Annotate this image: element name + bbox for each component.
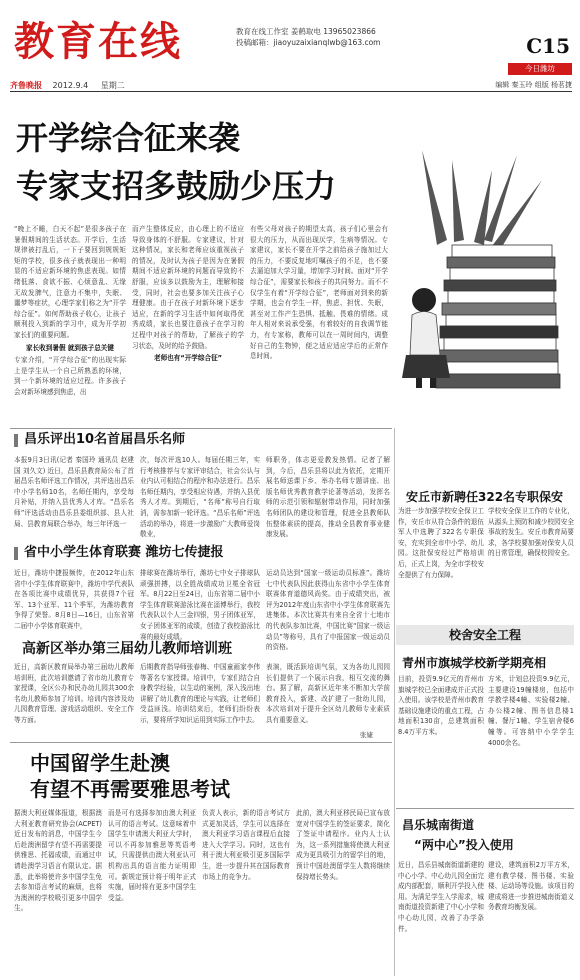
teachers-col-3 [266, 455, 390, 542]
headline-bar [14, 547, 18, 560]
email-line: 投稿邮箱：jiaoyuzaixianqlwb@163.com [236, 38, 381, 47]
study-text-3: 负责人表示，新的语言考试方式更加灵活，学生可以选择在澳大利亚学习语言课程后直接进入大学学习。同时，这也有利于澳大利亚吸引更多国际学生，进一步提升其在国际教育市场上的竞争力。 [202, 809, 290, 881]
hiring-title: 安丘市新聘任322名专职保安 [406, 490, 564, 504]
study-text-2: 而是可有选择参加由澳大利亚认可的语言考试。这意味着中国学生申请澳大利亚大学时，可以不再参加雅思等英语考试，只需提供由澳大利亚认可机构出具的语言能力证明即可。新规定预计将于明年正式实施，届时将有更多中国学生受益。 [108, 809, 196, 902]
qingzhou-col-1 [398, 674, 484, 802]
teachers-headline [14, 432, 314, 448]
lead-column-2 [132, 224, 244, 424]
study-col-2 [108, 808, 196, 976]
teachers-col-2 [140, 455, 260, 542]
study-abroad-title-1: 中国留学生赴澳 [30, 751, 170, 775]
sports-text-1: 近日，潍坊中捷报频传，在2012年山东省中小学生体育联赛中，潍坊中学代表队在各项比赛中成绩优异，共获得7个冠军、13个亚军、11个季军，为潍坊教育争得了荣誉。8月8日—16日，山东省第二届中小学体育联赛中， [14, 569, 134, 630]
lead-text-2: 专家介绍，“开学综合征”的出现实际上是学生从一个自己所熟悉的环境，到一个新环境的适应过程。许多孩子会对新环境感到焦虑，出 [14, 356, 126, 396]
qingzhou-text-2: 方米，计划总投资9.9亿元，主要建设19幢楼房，包括中学教学楼4幢、实验楼2幢、办公楼2幢、图书信息楼1幢、餐厅1幢、学生宿舍楼6幢等。可容纳中小学学生4000余名。 [488, 675, 574, 747]
study-text-4: 此前，澳大利亚移民局已宣布放宽对中国学生的签证要求，简化了签证申请程序。业内人士认为，这一系列措施将使澳大利亚成为更具吸引力的留学目的地，预计中国赴澳留学生人数将继续保持增长势头。 [296, 809, 390, 881]
lead-column-1 [14, 224, 126, 424]
contact-info [236, 26, 381, 48]
lead-column-3 [250, 224, 388, 424]
teachers-text-2: 次，每次评选10人。每届任期三年，实行考核推荐与专家评审结合，社会公认与业内认可相结合的程序和办法进行。昌乐名师任期内，享受相应待遇，并纳入县优秀人才库。到期后，“名师”称号自行取消，需参加新一轮评选。“昌乐名师”评选活动的举办，将进一步激励广大教师爱岗敬业， [140, 456, 260, 539]
hiring-col-2 [488, 506, 574, 622]
kindergarten-col-2 [140, 662, 260, 738]
hero-headline [16, 114, 336, 210]
books-illustration [392, 150, 562, 395]
study-text-1: 据澳大利亚媒体报道，根据澳大利亚教育研究协会(ACPET)近日发布的消息，中国学生今后赴澳洲留学有望不再需要提供雅思、托福成绩，而通过申请赴澳学习语言有限认定。据悉，此举将使许多中国学生免去参加语言考试的麻烦，也将为澳洲的学校吸引更多中国学生。 [14, 809, 102, 913]
byline: 张婕 [360, 731, 373, 739]
kindergarten-col-3 [266, 662, 390, 728]
lead-text-4: 有些父母对孩子的期望太高，孩子们心里会有很大的压力，从而出现厌学，生病等情况。专家建议，家长不要在开学之前给孩子施加过大的压力，不要反复地叮嘱孩子的不足，也不要去逼迫加大学习量，增加学习时间。面对“开学综合征”，需要家长和孩子的共同努力。而不不仅学生有着“开学综合征”，老师面对到来的新学期，也会有学生一样，焦虑、担忧、失眠，甚至对工作产生恐惧、抵触、畏难的情绪。成年人相对来说承受强，有着较好的自我调节能力，有专家称，教师可以在一周时间内，调整好自己的生物钟，便之适应适应学后的正常作息时间。 [250, 225, 388, 361]
street-text-1: 近日，昌乐县城南街道新建的中心小学、中心幼儿园全面完成内部配套，顺利开学投入使用。为满足学生入学需求，城南街道投资新建了中心小学和中心幼儿园，改善了办学条件。 [398, 861, 484, 933]
editors: 编辑 秦玉玲 组版 杨茗捷 [495, 81, 572, 89]
issue-date: 2012.9.4 [52, 81, 89, 90]
teachers-title: 昌乐评出10名首届昌乐名师 [24, 432, 186, 447]
sports-title: 省中小学生体育联赛 潍坊七传捷报 [24, 545, 224, 560]
section-title: 教育在线 [14, 18, 182, 65]
sports-col-2 [140, 568, 260, 641]
street-title-1: 昌乐城南街道 [402, 818, 475, 832]
lead-text-1: “晚上不睡，白天不起”是很多孩子在暑假期间的生活状态。开学后，生活规律被打乱后，一下子要回到规规矩矩的学校，很多孩子就表现出一种明显的不适应新环境的焦虑表现。如情绪低落、食欲不振、心烦意乱、无缘无故发脾气，注意力不集中，失眠、噩梦等症状，心理学家们称之为“开学综合征”。如何帮助孩子收心，让孩子顺利投入到新的学习中，成为开学初家长们的重要问题。 [14, 225, 126, 339]
paper-name: 齐鲁晚报 [10, 80, 42, 90]
hero-line1: 开学综合征来袭 [16, 119, 241, 157]
page-tag: 今日潍坊 [508, 63, 572, 75]
qingzhou-col-2 [488, 674, 574, 802]
sports-col-1 [14, 568, 134, 634]
study-col-1 [14, 808, 102, 976]
lead-subhead-2: 老师也有“开学综合征” [153, 354, 222, 363]
safety-section-label: 校舍安全工程 [396, 625, 574, 645]
kindergarten-text-3: 表演，既活跃培训气氛，又为各幼儿园园长们提供了一个展示自我，相互交流的舞台。据了解，高新区近年来不断加大学前教育投入，新建、改扩建了一批幼儿园，本次培训对于提升全区幼儿教师专业素质具有重要意义。 [266, 663, 390, 724]
teachers-col-1 [14, 455, 134, 542]
lead-subhead-1: 家长收到暑假 就到孩子总关键 [25, 343, 114, 352]
hiring-text-2: 学校安全保卫工作的专业化，从源头上预防和减少校园安全事故的发生。安丘市教育局要求，各学校要加强对保安人员的日常管理，确保校园安全。 [488, 507, 574, 558]
headline-bar [14, 434, 18, 447]
contact-line: 教育在线工作室 姜鹤取电 13965023866 [236, 27, 376, 36]
kindergarten-text-2: 后期教育指导师张春梅、中国童画家李伟等著名专家授课。培训中，专家们结合自身教学经验，以生动的案例，深入浅出地讲解了幼儿教育的理论与实践，让老师们受益匪浅。培训结束后，老师们纷纷表示，要将所学知识运用到实际工作中去。 [140, 663, 260, 724]
study-col-4 [296, 808, 390, 976]
street-col-1 [398, 860, 484, 976]
teachers-text-3: 师职务，体志更爱教发热情。记者了解到，今后，昌乐县将以此为依托，定期开展名师送课下乡、举办名师专题讲座、出版名师优秀教育教学论著等活动，发挥名师的示范引领和辐射带动作用，同时加强名师团队的建设和管理，促进全县教师队伍整体素质的提高，推动全县教育事业健康发展。 [266, 456, 390, 539]
sports-text-2: 排球赛在潍坊举行，潍坊七中女子排球队顽强拼搏，以全胜战绩成功卫冕全省冠军。8月22日至24日，山东省第二届中小学生体育联赛游泳比赛在淄博举行，我校代表队以个人三金四银，男子团体亚军，女子团体亚军的成绩，创造了我校游泳比赛的最好成绩。 [140, 569, 260, 641]
lead-text-3: 而产生整体反应，由心理上的不适应导致身体的不舒服。专家建议，针对这种情况，家长和老师应该重视孩子的情况，及时认为孩子是因为在暑假期间不适应新环境的问题而导致的不舒服，应该多以鼓励为主，理解和接受，同时，社会也要多加关注孩子心理健康。由于在孩子对新环境下逐步适应，在新的学习生活中如何取得优秀成绩，家长也要注意孩子在学习的过程中对孩子的帮助，了解孩子的学习状态，及时的给予鼓励。 [132, 225, 244, 350]
qingzhou-text-1: 目前，投资9.9亿元的青州市旗城学校已全面建成并正式投入使用。该学校是青州市教育基础设施建设的重点工程，占地面积130亩，总建筑面积8.4万平方米。 [398, 675, 484, 736]
page-number: C15 [526, 34, 570, 58]
sports-col-3 [266, 568, 390, 652]
street-text-2: 建设，建筑面积2万平方米，建有教学楼、图书楼、实验楼、运动场等设施。该项目的建成将进一步推进城南街道义务教育均衡发展。 [488, 861, 574, 912]
column-divider [394, 428, 395, 976]
divider [396, 808, 574, 809]
divider [10, 742, 392, 743]
sports-headline [14, 545, 314, 561]
street-col-2 [488, 860, 574, 976]
divider [10, 428, 392, 429]
hiring-text-1: 为进一步加强学校安全保卫工作，安丘市从符合条件的退伍军人中选聘了322名专职保安，充实到全市中小学、幼儿园。这批保安经过严格培训后，正式上岗，为全市学校安全提供了有力保障。 [398, 507, 484, 579]
study-abroad-title-2: 有望不再需要雅思考试 [30, 777, 230, 801]
kindergarten-col-1 [14, 662, 134, 738]
sports-text-3: 运动员达到“国家一级运动员标准”。潍坊七中代表队因此获得山东省中小学生体育联赛体育道德风尚奖。由于成绩突出，被评为2012年度山东省中小学生体育联赛先进集体。本次比赛共有来自全省十七地市的代表队参加比赛，中国比赛“国家一级运动员”等称号，具有了申报国家一级运动员的资格。 [266, 569, 390, 652]
qingzhou-title: 青州市旗城学校新学期亮相 [402, 656, 547, 670]
teachers-text-1: 本报9月3日讯(记者 秦国玲 通讯员 赵建国 刘久文) 近日，昌乐县教育局公布了首届昌乐名师评选工作情况，共评选出昌乐中小学名师10名，名师任期内，享受每月补贴，并纳入县优秀人才库。“昌乐名师”评选活动由昌乐县委组织部、县人社局、县教育局联合举办，每三年评选一 [14, 456, 134, 528]
study-col-3 [202, 808, 290, 976]
street-title-2: “两中心”投入使用 [414, 838, 514, 852]
kindergarten-title: 高新区举办第三届幼儿教师培训班 [22, 641, 232, 657]
date-bar [10, 79, 572, 92]
kindergarten-text-1: 近日，高新区教育局举办第三届幼儿教师培训班，此次培训邀请了省市幼儿教育专家授课，全区公办和民办幼儿园共300余名幼儿教师参加了培训。培训内容涉及幼儿园教育管理、游戏活动组织、安全工作等方面。 [14, 663, 134, 724]
issue-weekday: 星期二 [100, 81, 125, 90]
hiring-col-1 [398, 506, 484, 622]
hero-line2: 专家支招多鼓励少压力 [16, 167, 337, 205]
